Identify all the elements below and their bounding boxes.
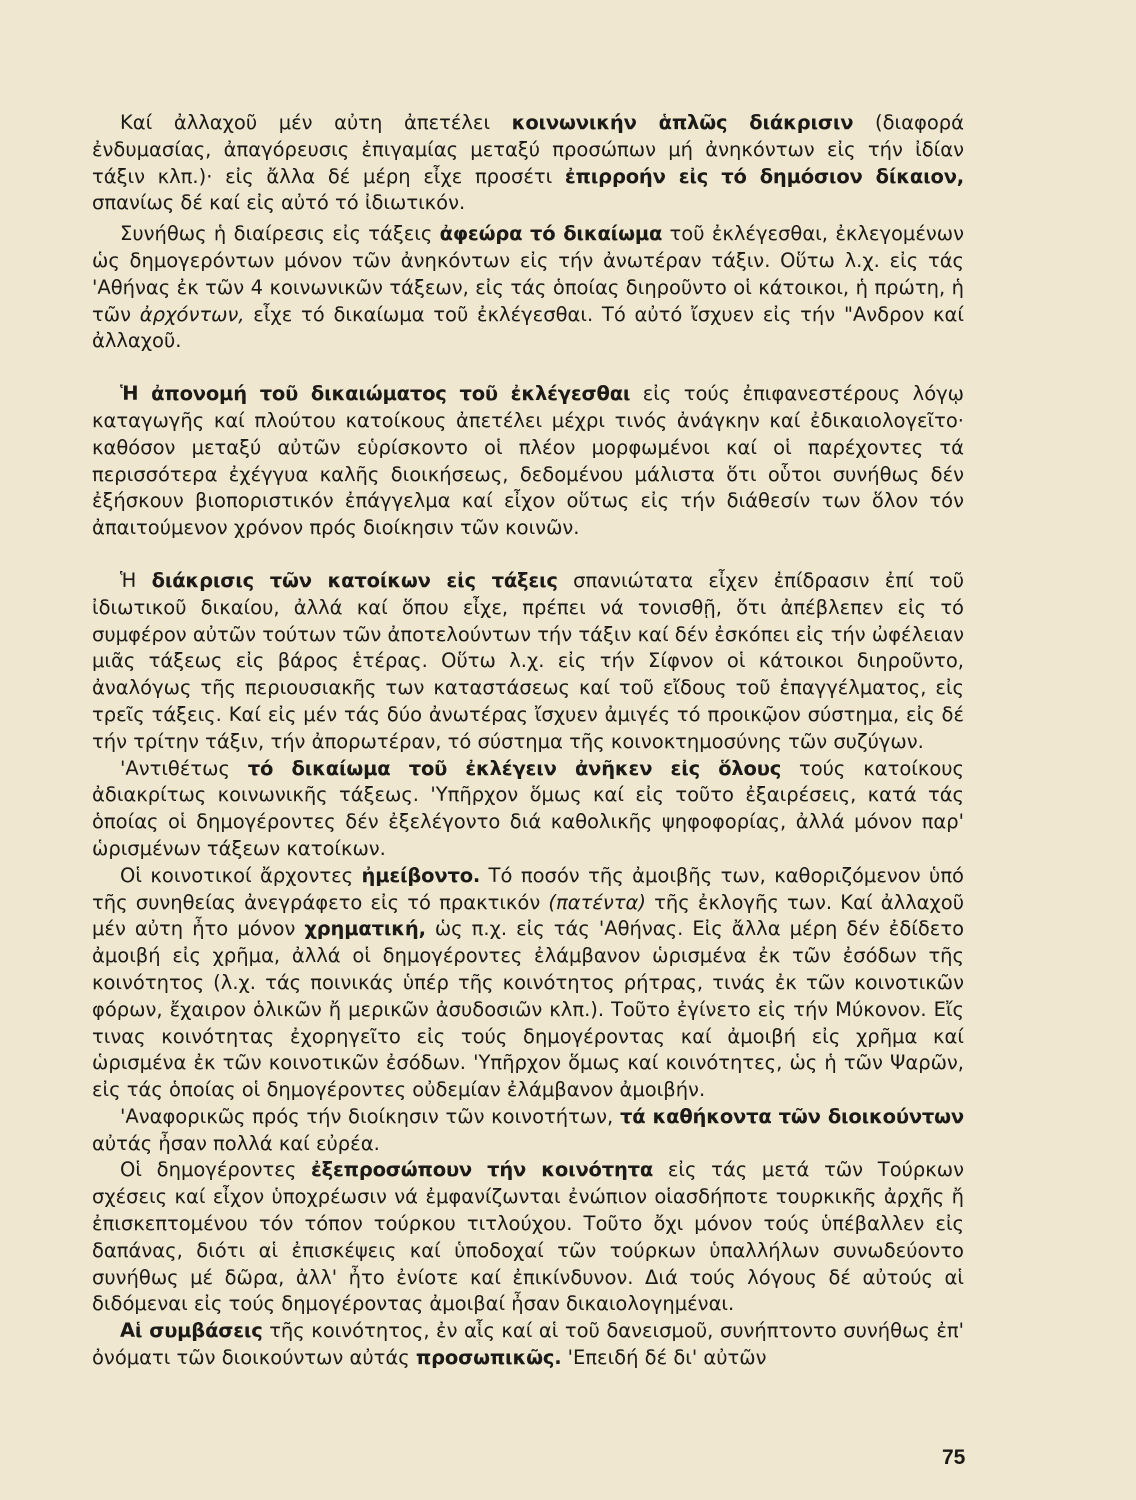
text-run: 'Επειδή δέ δι' αὐτῶν [561,1346,767,1370]
text-run: Καί ἀλλαχοῦ μέν αὐτη ἀπετέλει [120,111,512,134]
emphasis-bold: ἐπιρροήν εἰς τό δημόσιον δίκαιον, [564,164,965,188]
text-run: σπανιώτατα εἶχεν ἐπίδρασιν ἐπί τοῦ ἰδιωτικοῦ δικαίου, ἀλλά καί ὅπου εἶχε, πρέπει νά τονισθῇ, ὅτι ἀπέβλεπεν εἰς τό συμφέρον αὐτῶν τούτων τῶν ἀποτελούντων τήν τάξιν καί δέν ἐσκόπει εἰς τήν ὠφέλειαν μιᾶς τάξεως εἰς βάρος ἑτέρας. Οὕτω λ.χ. εἰς τήν Σίφνον οἱ κάτοικοι διηροῦντο, ἀναλόγως τῆς περιουσιακῆς των καταστάσεως καί τοῦ εἴδους τοῦ ἐπαγγέλματος, εἰς τρεῖς τάξεις. Καί εἰς μέν τάς δύο ἀνωτέρας ἴσχυεν ἀμιγές τό προικῷον σύστημα, εἰς δέ τήν τρίτην τάξιν, τήν ἀπορωτέραν, τό σύστημα τῆς κοινοκτημοσύνης τῶν συζύγων. [92,568,964,753]
emphasis-bold: ἀφεώρα τό δικαίωμα [439,222,663,246]
paragraph-6 [92,863,964,1104]
text-run: αὐτάς ἦσαν πολλά καί εὐρέα. [92,1131,380,1155]
text-run: τοῦ ἐκλέγεσθαι, ἐκλεγομένων ὡς δημογερόντων μόνον τῶν ἀνηκόντων εἰς τήν ἀνωτέραν τάξιν. Οὕτω λ.χ. εἰς τάς 'Αθήνας ἐκ τῶν 4 κοινωνικῶν τάξεων, εἰς τάς ὁποίας διηροῦντο οἱ κάτοικοι, ἡ πρώτη, ἡ τῶν [92,222,964,326]
text-run: σπανίως δέ καί εἰς αὐτό τό ἰδιωτικόν. [92,191,466,215]
paragraph-3 [92,381,964,542]
text-run: 'Αναφορικῶς πρός τήν διοίκησιν τῶν κοινοτήτων, [120,1104,620,1128]
text-run: Οἱ δημογέροντες [120,1158,311,1182]
paragraph-5 [92,756,964,863]
emphasis-bold: τά καθήκοντα τῶν διοικούντων [619,1104,964,1128]
text-run: Συνήθως ἡ διαίρεσις εἰς τάξεις [120,222,440,246]
text-run: (διαφορά ἐνδυμασίας, ἀπαγόρευσις ἐπιγαμίας μεταξύ προσώπων μή ἀνηκόντων εἰς τήν ἰδίαν τάξιν κλπ.)· εἰς ἄλλα δέ μέρη εἶχε προσέτι [92,111,964,188]
emphasis-bold: ἐξεπροσώπουν τήν κοινότητα [311,1158,654,1182]
paragraph-7 [92,1104,964,1158]
paragraph-1 [92,110,964,217]
paragraph-9 [92,1318,964,1372]
emphasis-bold: Ἡ ἀπονομή τοῦ δικαιώματος τοῦ ἐκλέγεσθαι [120,382,631,406]
text-run: Τό ποσόν τῆς ἀμοιβῆς των, καθοριζόμενον ὑπό τῆς συνηθείας ἀνεγράφετο εἰς τό πρακτικόν [92,863,964,914]
paragraph-2 [92,221,964,355]
text-run: τῆς κοινότητος, ἐν αἷς καί αἱ τοῦ δανεισμοῦ, συνήπτοντο συνήθως ἐπ' ὀνόματι τῶν διοικούντων αὐτάς [92,1319,965,1370]
emphasis-bold: διάκρισις τῶν κατοίκων εἰς τάξεις [151,568,558,592]
emphasis-italic: (πατέντα) [548,890,646,914]
page-number: 75 [942,1446,966,1469]
text-run: Ἡ [120,568,152,592]
text-run: 'Αντιθέτως [120,756,248,780]
emphasis-bold: προσωπικῶς. [415,1346,562,1370]
text-run: Οἱ κοινοτικοί ἄρχοντες [120,863,362,887]
text-run: εἰς τούς ἐπιφανεστέρους λόγῳ καταγωγῆς καί πλούτου κατοίκους ἀπετέλει μέχρι τινός ἀνάγκην καί ἐδικαιολογεῖτο· καθόσον μεταξύ αὐτῶν εὑρίσκοντο οἱ πλέον μορφωμένοι καί οἱ παρέχοντες τά περισσότερα ἐχέγγυα καλῆς διοικήσεως, δεδομένου μάλιστα ὅτι οὗτοι συνήθως δέν ἐξήσκουν βιοποριστικόν ἐπάγγελμα καί εἶχον οὕτως εἰς τήν διάθεσίν των ὅλον τόν ἀπαιτούμενον χρόνον πρός διοίκησιν τῶν κοινῶν. [92,382,964,540]
paragraph-4 [92,568,964,756]
text-run: εἰς τάς μετά τῶν Τούρκων σχέσεις καί εἶχον ὑποχρέωσιν νά ἐμφανίζωνται ἐνώπιον οἱασδήποτε τουρκικῆς ἀρχῆς ἤ ἐπισκεπτομένου τόν τόπον τούρκου τιτλούχου. Τοῦτο ὄχι μόνον τούς ὑπέβαλλεν εἰς δαπάνας, διότι αἱ ἐπισκέψεις καί ὑποδοχαί τῶν τούρκων ὑπαλλήλων συνωδεύοντο συνήθως μέ δῶρα, ἀλλ' ἦτο ἐνίοτε καί ἐπικίνδυνον. Διά τούς λόγους δέ αὐτούς αἱ διδόμεναι εἰς τούς δημογέροντας ἀμοιβαί ἦσαν δικαιολογημέναι. [92,1158,964,1316]
text-run: ὡς π.χ. εἰς τάς 'Αθήνας. Εἰς ἄλλα μέρη δέν ἐδίδετο ἀμοιβή εἰς χρῆμα, ἀλλά οἱ δημογέροντες ἐλάμβανον ὡρισμένα ἐκ τῶν ἐσόδων τῆς κοινότητος (λ.χ. τάς ποινικάς ὑπέρ τῆς κοινότητος ρήτρας, τινάς ἐκ τῶν κοινοτικῶν φόρων, ἔχαιρον ὁλικῶν ἤ μερικῶν ἀσυδοσιῶν κλπ.). Τοῦτο ἐγίνετο εἰς τήν Μύκονον. Εἴς τινας κοινότητας ἐχορηγεῖτο εἰς τούς δημογέροντας καί ἀμοιβή εἰς χρῆμα καί ὡρισμένα ἐκ τῶν κοινοτικῶν ἐσόδων. 'Υπῆρχον ὅμως καί κοινότητες, ὡς ἡ τῶν Ψαρῶν, εἰς τάς ὁποίας οἱ δημογέροντες οὐδεμίαν ἐλάμβανον ἀμοιβήν. [92,917,965,1102]
page-body [92,110,964,1372]
text-run: τούς κατοίκους ἀδιακρίτως κοινωνικῆς τάξεως. 'Υπῆρχον ὅμως καί εἰς τοῦτο ἐξαιρέσεις, κατά τάς ὁποίας οἱ δημογέροντες δέν ἐξελέγοντο διά καθολικῆς ψηφοφορίας, ἀλλά μόνον παρ' ὡρισμένων τάξεων κατοίκων. [92,756,964,860]
emphasis-bold: τό δικαίωμα τοῦ ἐκλέγειν ἀνῆκεν εἰς ὅλους [247,756,782,780]
emphasis-bold: κοινωνικήν ἁπλῶς διάκρισιν [511,111,854,134]
paragraph-8 [92,1157,964,1318]
emphasis-bold: ἠμείβοντο. [361,863,481,887]
emphasis-bold: χρηματική, [304,917,426,941]
text-run: εἶχε τό δικαίωμα τοῦ ἐκλέγεσθαι. Τό αὐτό ἴσχυεν εἰς τήν "Ανδρον καί ἀλλαχοῦ. [92,302,964,353]
text-run: τῆς ἐκλογῆς των. Καί ἀλλαχοῦ μέν αὐτη ἦτο μόνον [92,890,964,941]
emphasis-bold: Αἱ συμβάσεις [120,1319,263,1343]
emphasis-italic: ἀρχόντων, [139,302,245,326]
